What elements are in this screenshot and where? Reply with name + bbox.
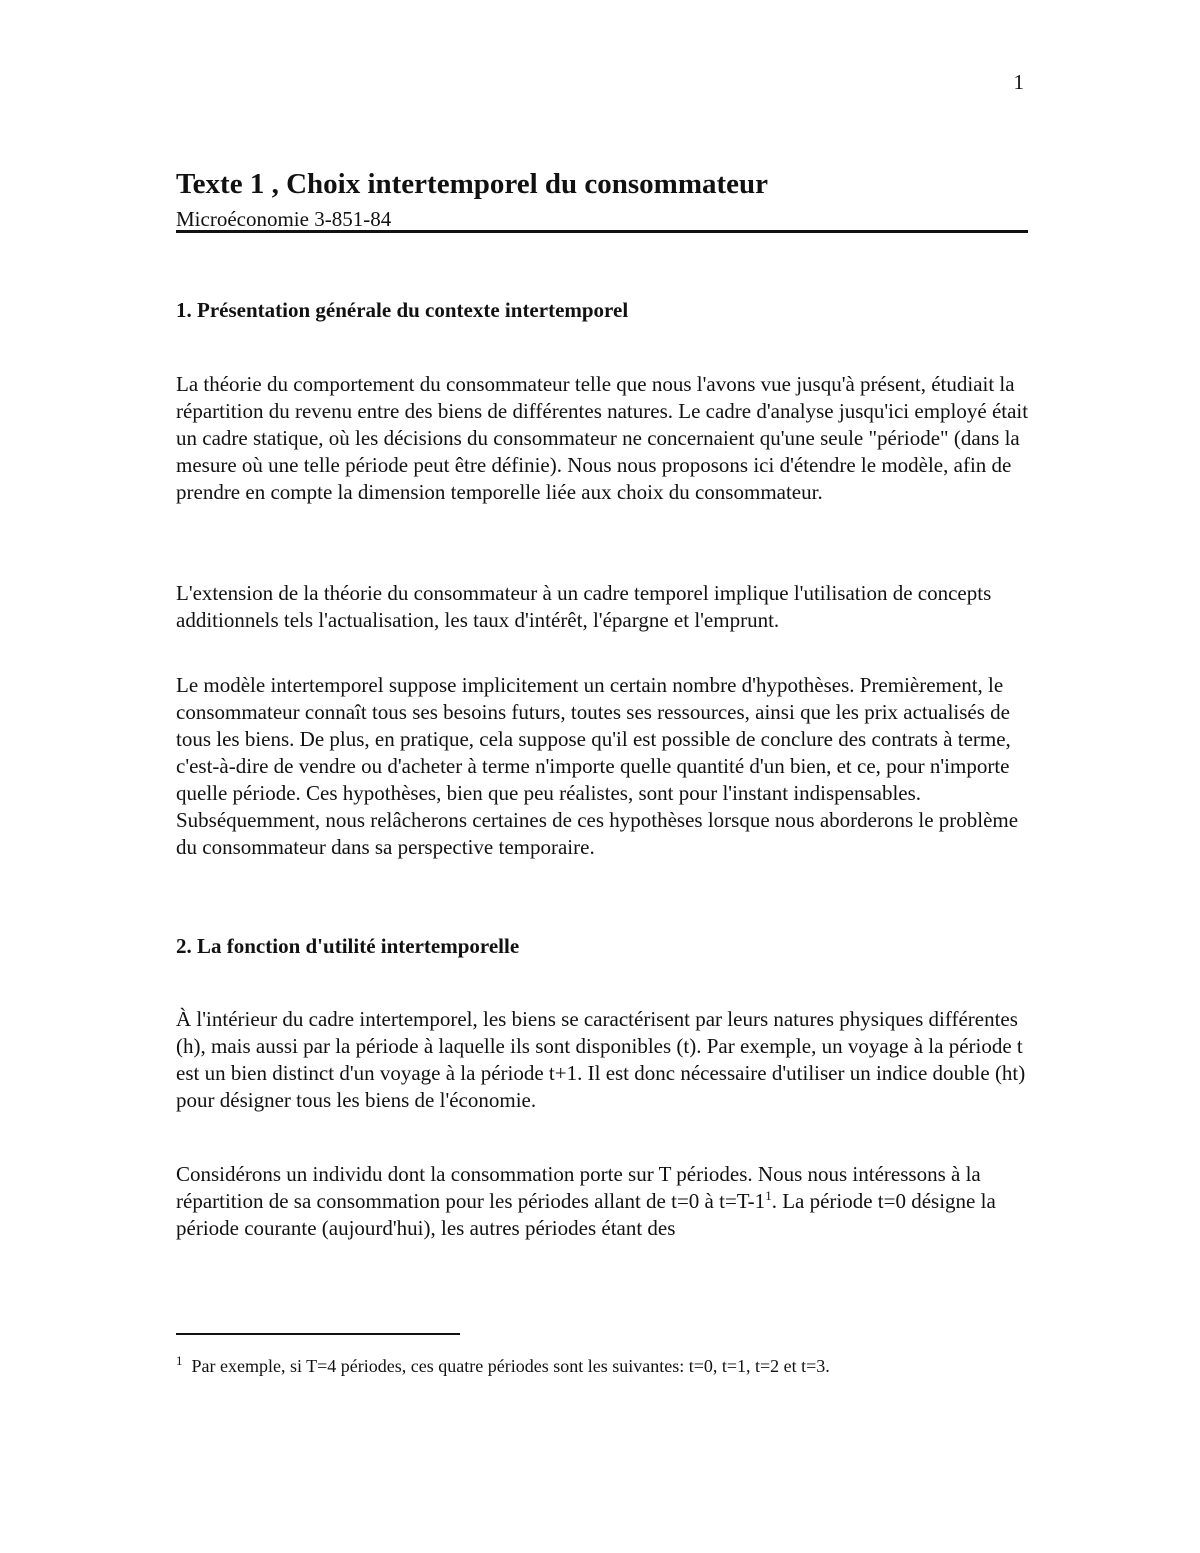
footnote-separator (176, 1333, 460, 1335)
section-1-heading: 1. Présentation générale du contexte intertemporel (176, 298, 629, 322)
document-title: Texte 1 , Choix intertemporel du consommateur (176, 168, 769, 200)
footnote-marker: 1 (176, 1353, 183, 1368)
section-2-heading: 2. La fonction d'utilité intertemporelle (176, 934, 520, 958)
section-1-paragraph-1: La théorie du comportement du consommateur telle que nous l'avons vue jusqu'à présent, étudiait la répartition du revenu entre des biens de différentes natures. Le cadre d'analyse jusqu'ici employé était un cadre statique, où les décisions du consommateur ne concernaient qu'une seule "période" (dans la mesure où une telle période peut être définie). Nous nous proposons ici d'étendre le modèle, afin de prendre en compte la dimension temporelle liée aux choix du consommateur. (176, 372, 1029, 504)
section-1-paragraph-3: Le modèle intertemporel suppose implicitement un certain nombre d'hypothèses. Premièrement, le consommateur connaît tous ses besoins futurs, toutes ses ressources, ainsi que les prix actualisés de tous les biens. De plus, en pratique, cela suppose qu'il est possible de conclure des contrats à terme, c'est-à-dire de vendre ou d'acheter à terme n'importe quelle quantité d'un bien, et ce, pour n'importe quelle période. Ces hypothèses, bien que peu réalistes, sont pour l'instant indispensables. Subséquemment, nous relâcherons certaines de ces hypothèses lorsque nous aborderons le problème du consommateur dans sa perspective temporaire. (176, 673, 1019, 859)
paragraph-text-before-ref: Considérons un individu dont la consommation porte sur T périodes. Nous nous intéressons à la répartition de sa consommation pour les périodes allant de t=0 à t=T-1 (176, 1162, 981, 1213)
title-rule (176, 230, 1028, 233)
section-2-paragraph-2 (176, 1161, 1036, 1242)
paragraph-text-after-ref: . La période t=0 désigne la période courante (aujourd'hui), les autres périodes étant des (176, 1189, 996, 1240)
footnote (176, 1353, 830, 1377)
section-1-paragraph-2: L'extension de la théorie du consommateur à un cadre temporel implique l'utilisation de concepts additionnels tels l'actualisation, les taux d'intérêt, l'épargne et l'emprunt. (176, 581, 992, 632)
section-2-paragraph-1: À l'intérieur du cadre intertemporel, les biens se caractérisent par leurs natures physiques différentes (h), mais aussi par la période à laquelle ils sont disponibles (t). Par exemple, un voyage à la période t est un bien distinct d'un voyage à la période t+1. Il est donc nécessaire d'utiliser un indice double (ht) pour désigner tous les biens de l'économie. (176, 1007, 1026, 1112)
document-subtitle: Microéconomie 3-851-84 (176, 207, 392, 231)
footnote-text: Par exemple, si T=4 périodes, ces quatre périodes sont les suivantes: t=0, t=1, t=2 et t=3. (191, 1356, 830, 1376)
footnote-reference[interactable]: 1 (765, 1188, 772, 1203)
page-number: 1 (1013, 70, 1024, 94)
